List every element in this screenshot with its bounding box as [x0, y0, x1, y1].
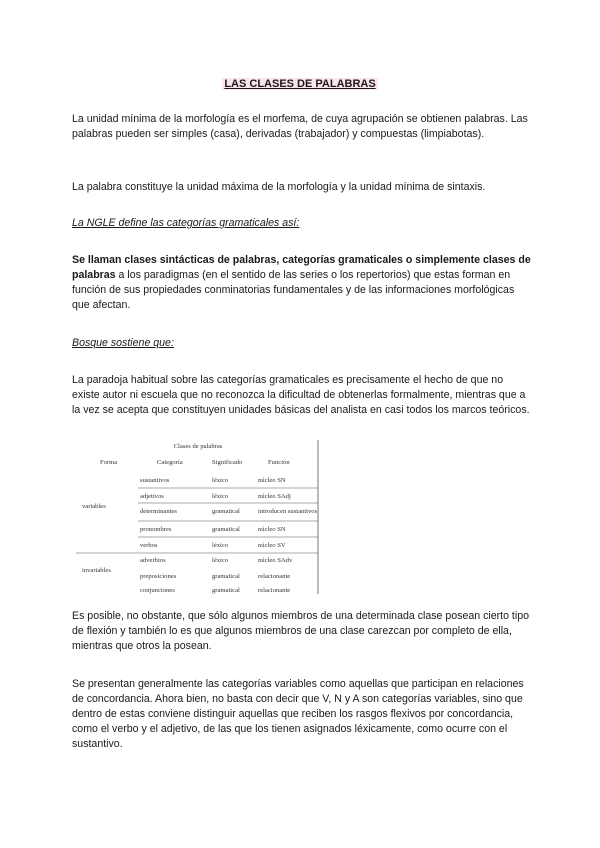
paragraph-paradoja: La paradoja habitual sobre las categorías gramaticales es precisamente el hecho de que no existe autor ni escuela que no reconozca la dificultad de obtenerlas formalmente, mientras que a la vez se acepta que constituyen unidades básicas del analista en casi todos los marcos teóricos.	[72, 374, 530, 416]
table-cell: relacionante	[258, 573, 291, 580]
table-cell: adverbios	[140, 557, 166, 564]
table-header-forma: Forma	[100, 459, 118, 466]
table-cell: gramatical	[212, 587, 240, 594]
table-group-invariables: invariables	[82, 567, 111, 574]
table-cell: introducen sustantivos	[258, 508, 318, 515]
table-cell: determinantes	[140, 508, 177, 515]
paragraph-concordancia: Se presentan generalmente las categorías variables como aquellas que participan en relaciones de concordancia. Ahora bien, no basta con decir que V, N y A son categorías variables, sino que dentro de estas conviene distinguir aquellas que reciben los rasgos flexivos por concordancia, como el verbo y el adjetivo, de las que los tienen asignados léxicamente, como ocurre con el sustantivo.	[72, 678, 524, 750]
table-cell: preposiciones	[140, 573, 177, 580]
table-cell: gramatical	[212, 573, 240, 580]
table-cell: núcleo SN	[258, 526, 286, 533]
table-header-funcion: Función	[268, 459, 290, 466]
table-cell: pronombres	[140, 526, 172, 533]
table-cell: adjetivos	[140, 493, 164, 500]
table-cell: núcleo SAdv	[258, 557, 293, 564]
table-cell: léxico	[212, 493, 229, 500]
table-group-variables: variables	[82, 503, 106, 510]
table-cell: relacionante	[258, 587, 291, 594]
paragraph-palabra: La palabra constituye la unidad máxima de la morfología y la unidad mínima de sintaxis.	[72, 181, 486, 193]
paragraph-flexion: Es posible, no obstante, que sólo algunos miembros de una determinada clase posean cierto tipo de flexión y también lo es que algunos miembros de una clase carezcan por completo de ella, mientras que otros la posean.	[72, 610, 529, 652]
table-cell: sustantivos	[140, 477, 170, 484]
document-title	[0, 78, 600, 90]
table-cell: léxico	[212, 557, 229, 564]
table-cell: núcleo SN	[258, 477, 286, 484]
table-cell: léxico	[212, 477, 229, 484]
table-cell: conjunciones	[140, 587, 175, 594]
table-cell: léxico	[212, 542, 229, 549]
word-classes-table-image	[72, 436, 322, 596]
table-header-significado: Significado	[212, 459, 243, 466]
table-caption: Clases de palabras	[173, 443, 223, 450]
document-title-text: LAS CLASES DE PALABRAS	[224, 78, 376, 90]
paragraph-morfema: La unidad mínima de la morfología es el morfema, de cuya agrupación se obtienen palabras. Las palabras pueden ser simples (casa), derivadas (trabajador) y compuestas (limpiabotas).	[72, 113, 528, 140]
heading-bosque: Bosque sostiene que:	[72, 337, 174, 349]
table-cell: gramatical	[212, 508, 240, 515]
paragraph-ngle-definition	[72, 253, 532, 313]
heading-ngle: La NGLE define las categorías gramaticales así:	[72, 217, 300, 229]
table-cell: núcleo SV	[258, 542, 286, 549]
table-cell: núcleo SAdj	[258, 493, 291, 500]
table-header-categoria: Categoría	[157, 459, 183, 466]
table-cell: gramatical	[212, 526, 240, 533]
definition-rest: a los paradigmas (en el sentido de las series o los repertorios) que estas forman en función de sus propiedades conminatorias fundamentales y de las informaciones morfológicas que afectan.	[72, 269, 515, 311]
table-cell: verbos	[140, 542, 158, 549]
definition-bold: Se llaman clases sintácticas de palabras, categorías gramaticales o simplemente clases de palabras	[72, 254, 531, 281]
